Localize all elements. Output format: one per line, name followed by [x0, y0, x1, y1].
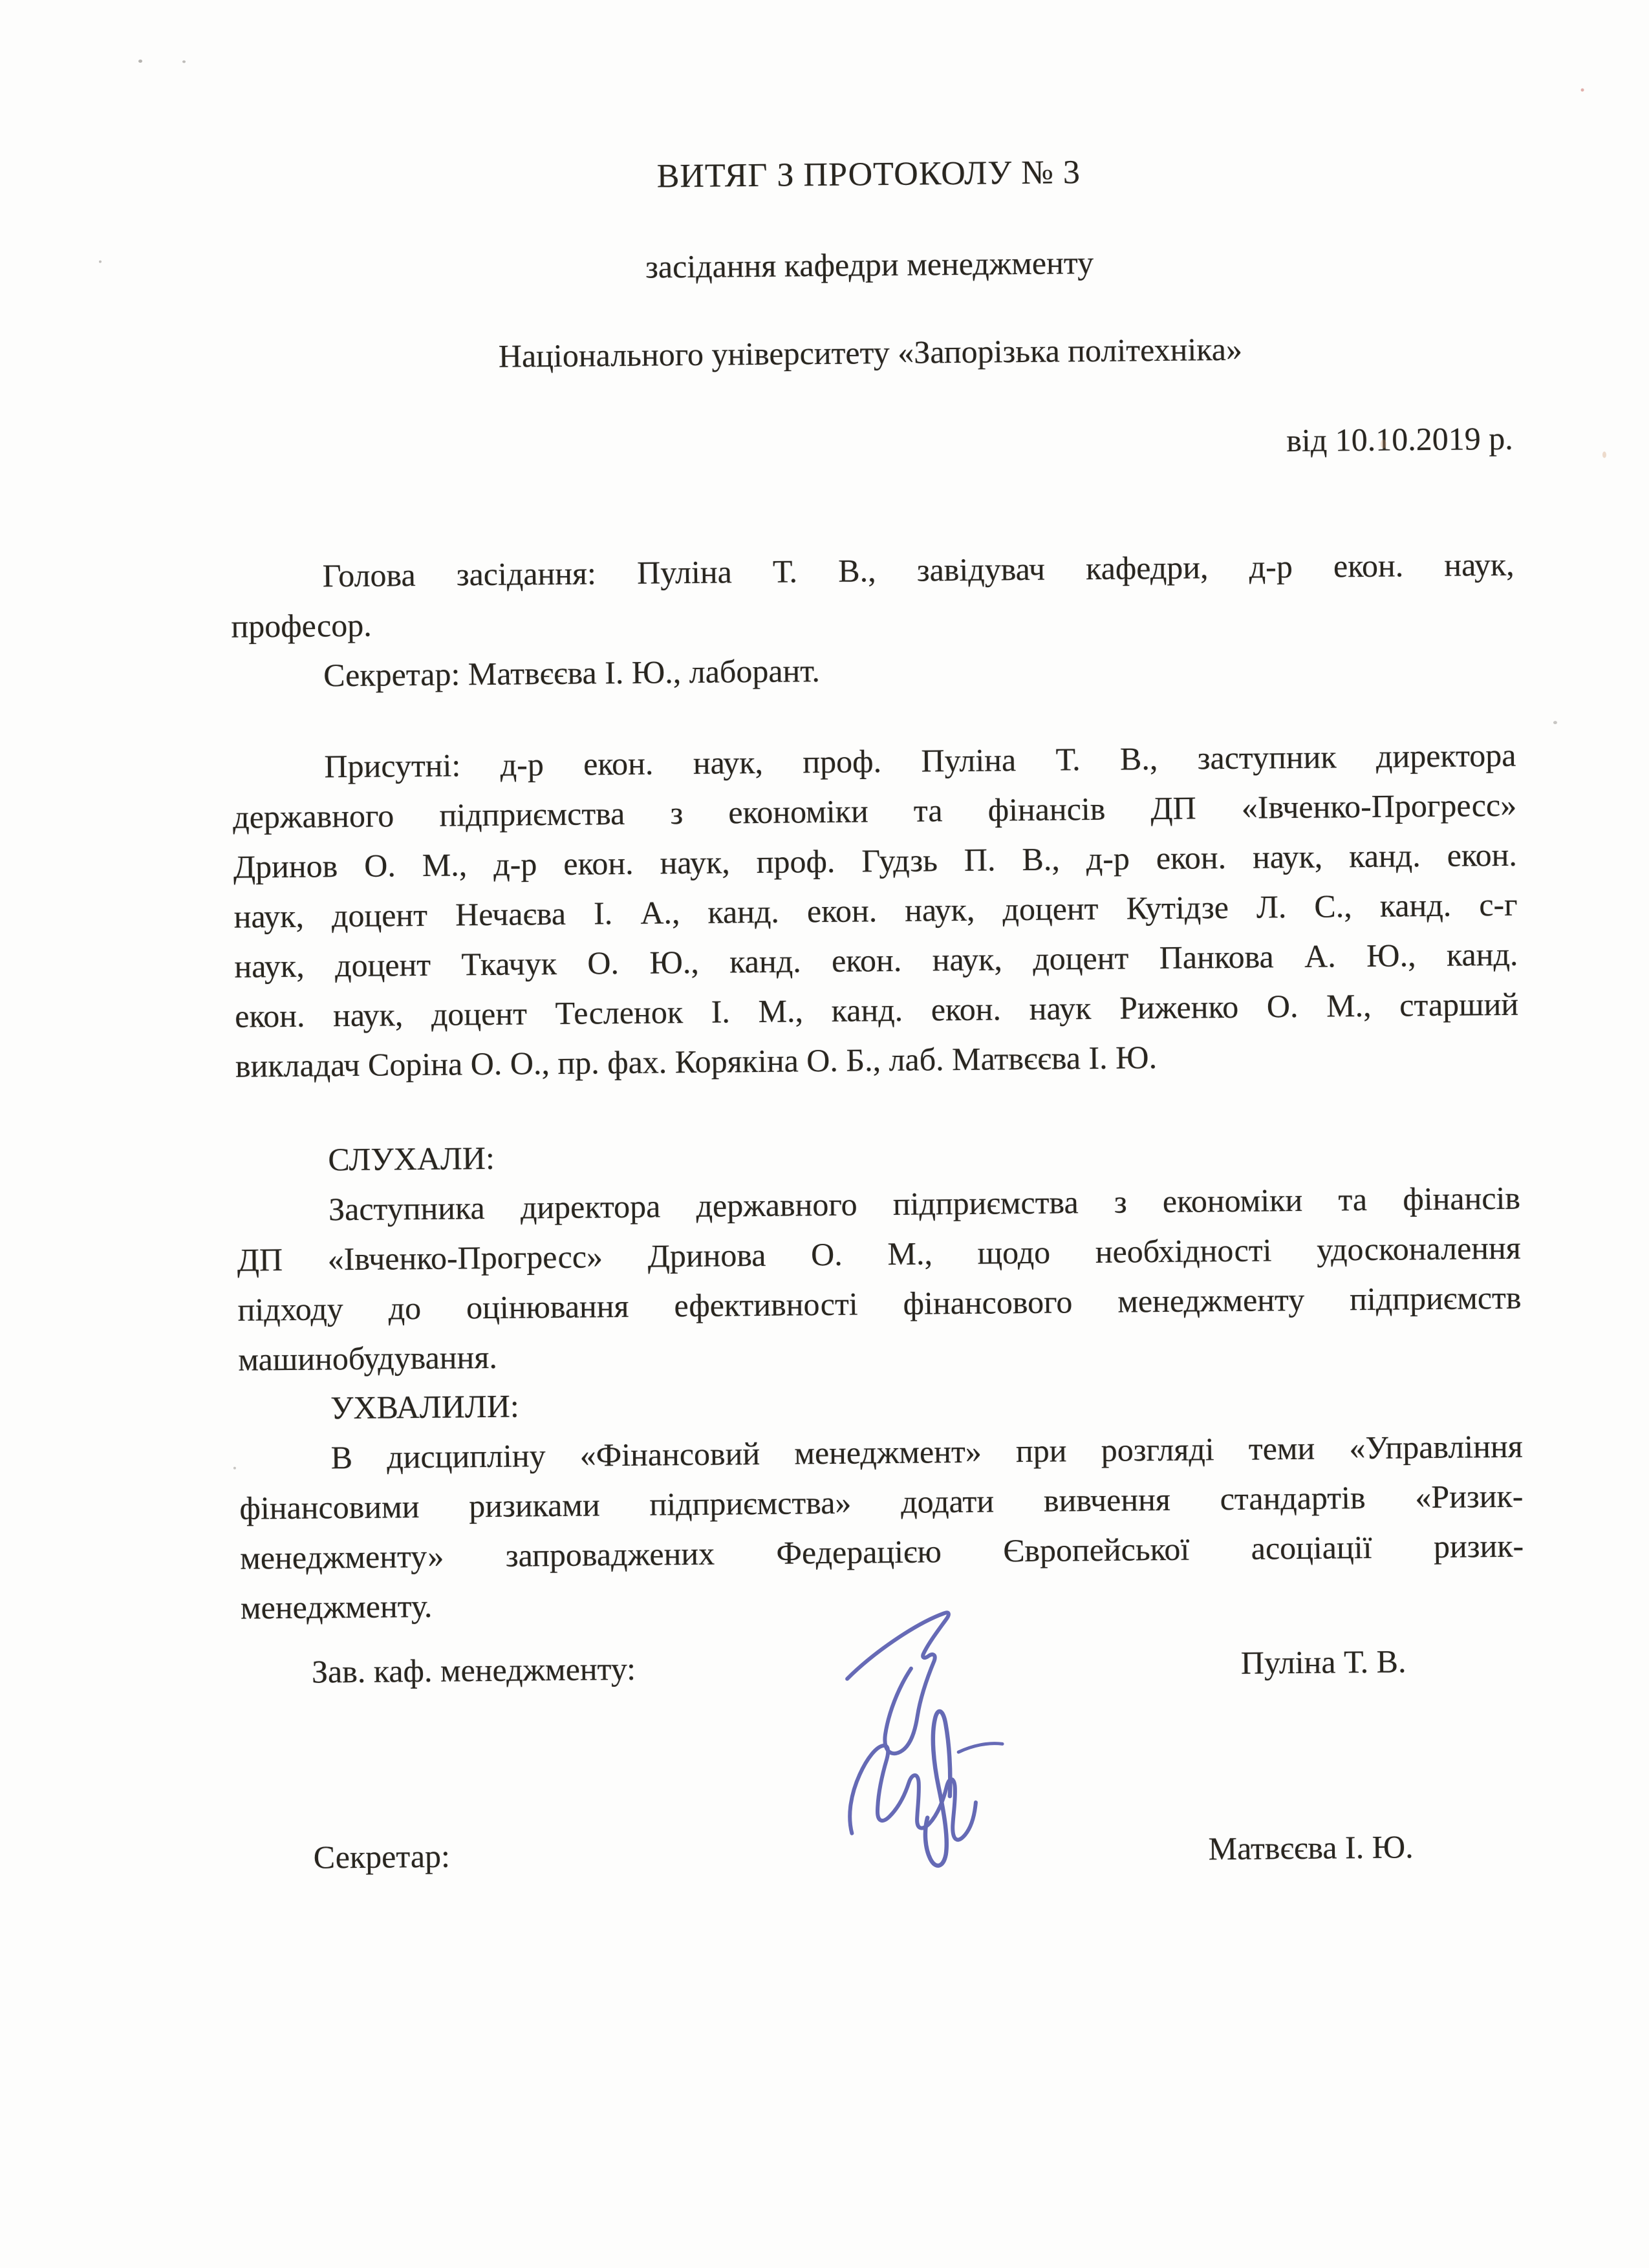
- heard-line: машинобудування.: [238, 1338, 498, 1378]
- signature-label: Зав. каф. менеджменту:: [311, 1650, 636, 1690]
- heard-line: ДП «Івченко-Прогресс» Дринова О. М., щодо необхідності удосконалення: [237, 1229, 1522, 1278]
- document-date: від 10.10.2019 р.: [1286, 420, 1513, 459]
- resolved-line: менеджменту.: [240, 1587, 433, 1626]
- signature-name: Пуліна Т. В.: [1240, 1643, 1406, 1681]
- document-subtitle-2: Національного університету «Запорізька політехніка»: [498, 330, 1243, 374]
- resolved-line: В дисципліну «Фінансовий менеджмент» при розгляді теми «Управління: [330, 1428, 1523, 1476]
- present-line: викладач Соріна О. О., пр. фах. Корякіна О. Б., лаб. Матвєєва І. Ю.: [235, 1039, 1158, 1084]
- scan-speck: [1553, 721, 1557, 724]
- present-line: державного підприємства з економіки та фінансів ДП «Івченко-Прогресс»: [232, 786, 1517, 835]
- heard-line: підходу до оцінювання ефективності фінансового менеджменту підприємств: [237, 1279, 1522, 1328]
- scan-speck: [1602, 451, 1606, 458]
- resolved-heading: УХВАЛИЛИ:: [330, 1387, 520, 1426]
- present-line: екон. наук, доцент Тесленок І. М., канд. екон. наук Риженко О. М., старший: [234, 985, 1519, 1034]
- resolved-line: менеджменту» запроваджених Федерацією Європейської асоціації ризик-: [239, 1527, 1524, 1576]
- document-subtitle-1: засідання кафедри менеджменту: [645, 244, 1094, 285]
- scan-speck: [1381, 440, 1386, 449]
- heard-paragraph: [237, 1173, 1522, 1385]
- scan-speck: [99, 261, 102, 263]
- scan-speck: [138, 59, 142, 63]
- scan-speck: [182, 60, 186, 63]
- present-line: наук, доцент Ткачук О. Ю., канд. екон. наук, доцент Панкова А. Ю., канд.: [234, 936, 1518, 985]
- chair-line: професор.: [231, 606, 372, 645]
- present-line: Присутні: д-р екон. наук, проф. Пуліна Т. В., заступник директора: [324, 736, 1516, 785]
- document-title: ВИТЯГ З ПРОТОКОЛУ № 3: [656, 154, 1081, 195]
- present-line: Дринов О. М., д-р екон. наук, проф. Гудзь П. В., д-р екон. наук, канд. екон.: [233, 836, 1518, 885]
- chair-line: Голова засідання: Пуліна Т. В., завідувач кафедри, д-р екон. наук,: [322, 546, 1514, 594]
- heard-heading: СЛУХАЛИ:: [328, 1139, 495, 1178]
- resolved-line: фінансовими ризиками підприємства» додати вивчення стандартів «Ризик-: [239, 1477, 1524, 1526]
- secretary-line: Секретар: Матвєєва І. Ю., лаборант.: [323, 652, 821, 694]
- signature-label: Секретар:: [313, 1837, 451, 1876]
- signature-ink: [810, 1582, 1026, 1901]
- heard-line: Заступника директора державного підприємства з економіки та фінансів: [328, 1179, 1521, 1228]
- present-paragraph: [232, 731, 1519, 1091]
- signature-name: Матвєєва І. Ю.: [1208, 1828, 1414, 1867]
- present-line: наук, доцент Нечаєва І. А., канд. екон. наук, доцент Кутідзе Л. С., канд. с-г: [233, 886, 1518, 935]
- scan-speck: [233, 1467, 236, 1470]
- chair-paragraph: [230, 540, 1515, 701]
- scan-speck: [1581, 89, 1584, 92]
